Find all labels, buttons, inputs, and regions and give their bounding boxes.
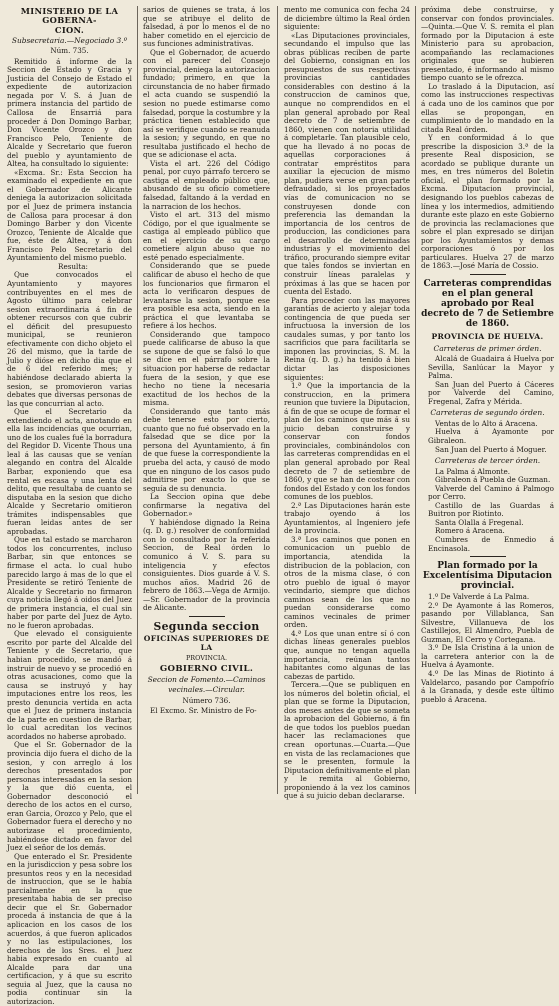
divider: [189, 616, 225, 617]
paragraph: Que elevado el consiguiente escrito por parte del Alcalde del Teniente y de Secretario, que habian procedido, se mandó á instruir de nuevo y se procedió en otras acusaciones, como que la causa se instruyó y hay imputaciones entre los reos, les presto denuncia vertida en acta que el Juez de primera instancia de la parte en cuestion de Barbar, lo cual acreditan los vecinos acordados no haberse aprobado.: [7, 629, 132, 741]
paragraph: «Las Diputaciones provinciales, secundando el impulso que las obras públicas reciben de parte del Gobierno, consignan en los presupuestos de sus respectivas provincias cantidades considerables con destino á la construccion de caminos que, aunque no comprendidos en el plan general aprobado por Real decreto de 7 de setiembre de 1860, vienen con notoria utilidad á completarle. Tan plausible celo, que ha llevado á no pocas de aquellas corporaciones á contratar empréstitos para auxiliar la ejecucion de mismo plan, pudiera verse en gran parte defraudado, si los proyectados vías de comunicacion no se construyesen donde con preferencia las demandan la importancia de los centros de produccion, las condiciones para el desarrollo de determinadas industrias y el movimiento del tráfico, procurando siempre evitar que tales fondos se inviertan en construir líneas paralelas y próximas á las que se hacen por cuenta del Estado.: [284, 30, 410, 297]
column-rule: [137, 6, 138, 794]
paragraph: Lo traslado á la Diputacion, así como las instrucciones respectivas á cada uno de los caminos que por ellas se propongan, en cumplimiento de lo mandado en la citada Real órden.: [421, 81, 554, 134]
paragraph: Resulta:: [58, 261, 88, 271]
paragraph: próxima debe construirse, y conservar con fondos provinciales.—Quinta.—Que V. S. remita el plan formado por la Diputacion á este Ministerio para su aprobacion, acompañando las reclamaciones originales que se hubieren presentado, é informando al mismo tiempo cuanto se le ofrezca.: [421, 5, 554, 83]
paragraph: 2.ª Las Diputaciones harán este trabajo oyendo á los Ayuntamientos, al Ingeniero jefe de la provincia.: [284, 500, 410, 536]
paragraph: Que enterado el Sr. Presidente en la jurisdiccion y pesa sobre los presuntos reos y en la necesidad de instruccion, que se le había parcialmente en la que presentaba habia de ser preciso decir que el Sr. Gobernador proceda á instancia de que á la aplicacion en los casos de los acuerdos, á que fueron aplicados y no las estipulaciones, los derechos de los Sres. el Juez habia expresado en cuanto al Alcalde para dar una certificacion, y á que su escrito seguia al Juez, que la causa no podia continuar sin la autorizacion.: [7, 851, 132, 1006]
paragraph: El Excmo. Sr. Ministro de Fo-: [150, 706, 257, 716]
paragraph: 1.ª Que la importancia de la construccion, en la primera reunion que tuviere la Diputacion, á fin de que se ocupe de formar el plan de los caminos que más á su juicio deban construirse y conservar con fondos provinciales, combinándolos con las carreteras comprendidas en el plan general aprobado por Real decreto de 7 de setiembre de 1860, y que se han de costear con fondos del Estado y con los fondos comunes de los pueblos.: [284, 381, 410, 502]
subsecretaria-line: Subsecretaria.—Negociado 3.º: [11, 35, 128, 45]
divider: [470, 274, 506, 275]
route-item: Alcalá de Guadaira á Huelva por Sevilla, Sanlúcar la Mayor y Palma.: [428, 354, 554, 381]
route-item: Gibraleon á Puebla de Guzman.: [435, 475, 551, 485]
route-item: Huelva á Ayamonte por Gibraleon.: [428, 427, 554, 445]
third-order-heading: Carreteras de tercer órden.: [434, 456, 541, 466]
paragraph: mento me comunica con fecha 24 de diciembre último la Real órden siguiente:: [284, 5, 410, 32]
route-item: Romero á Aracena.: [435, 526, 505, 536]
column-rule: [415, 6, 416, 794]
province-heading: PROVINCIA DE HUELVA.: [431, 331, 544, 341]
paragraph: La Seccion opina que debe confirmarse la negativa del Gobernador.»: [143, 492, 270, 519]
number-line: Núm. 735.: [50, 46, 89, 56]
paragraph: Que convocados el Ayuntamiento y mayores contribuyentes en el mes de Agosto último para celebrar sesion extraordinaria á fin de obtener recursos con que cubrir el déficit del presupuesto municipal, se reunieron efectivamente con dicho objeto el 26 del mismo, que la tarde de Julio y dióse en dicho dia que el de 6 del referido mes; y habiéndose declarado abierta la sesion, se promovieron varias debates que diversas personas de las que concurrian al acto.: [7, 270, 132, 408]
divider: [470, 556, 506, 557]
route-item: Valverde del Camino á Palmogo por Cerro.: [428, 483, 554, 502]
column-4: [421, 6, 554, 794]
office-heading: OFICINAS SUPERIORES DE LA: [143, 634, 270, 652]
paragraph: sarios de quienes se trata, á los que se atribuye el delito de falsedad, á por lo menos el de no haber cometido en el ejercicio de sus funciones administrativas.: [143, 5, 270, 49]
office-heading-gobierno: GOBIERNO CIVIL.: [159, 664, 254, 675]
paragraph: Que el Sr. Gobernador de la provincia dijo fuera el dicho de la sesion, y con arreglo á los derechos presentados por personas interesadas en la sesion y la que dió cuenta, el Gobernador desconoció el derecho de los actos en el curso, eran Garcia, Orozco y Pelo, que el Gobernador fuera el derecho y no autorizase el procedimiento, habiéndose dictado en favor del Juez el señor de los demás.: [7, 740, 132, 853]
route-item: Cumbres de Enmedio á Encinasola.: [428, 534, 554, 553]
paragraph: Que el Gobernador, de acuerdo con el parecer del Consejo provincial, deniega la autorizacion fundado; primero, en que la circunstancia de no haber firmado el acta cuando se suspendió la sesion no puede estimarse como falsedad, porque la costumbre y la práctica tienen establecido que así se verifique cuando se reanuda la sesion; y segundo, en que no resultaba justificado el hecho de que se adicionase el acta.: [143, 47, 270, 160]
plan-item: 2.º De Ayamonte á las Romeros, pasando por Villablanca, San Silvestre, Villanueva de los Castillejos, El Almendro, Puebla de Guzman, El Cerro y Cortegana.: [421, 600, 554, 644]
paragraph: Tercera.—Que se publiquen en los números del boletin oficial, el plan que se forme la Diputacion, dos meses antes de que se someta la aprobacion del Gobierno, á fin de que todos los pueblos puedan hacer las reclamaciones que crean oportunas.—Cuarta.—Que en vista de las reclamaciones que se le presenten, formule la Diputacion definitivamente el plan y le remita al Gobierno, proponiendo á la vez los caminos que á su juicio deban declararse.: [284, 680, 410, 801]
paragraph: Considerando que tanto más debe tenerse esto por cierto, cuanto que no fué observado en la falsedad que se dice por la persona del Ayuntamiento, á fin de que fuese la correspondiente la prueba del acta, y causó de modo que en ninguno de los casos pudo admitirse por exacto lo que se seguía de su denuncia.: [143, 406, 270, 493]
plan-item: 4.º De las Minas de Riotinto á Valdelarco, pasando por Campofrío á la Granada, y desde este último pueblo á Aracena.: [421, 669, 554, 704]
paragraph: Y habiéndose dignado la Reina (q. D. g.) resolver de conformidad con lo consultado por la referida Seccion, de Real órden lo comunico á V. S. para su inteligencia y efectos consiguientes. Dios guarde á V. S. muchos años. Madrid 26 de febrero de 1863.—Vega de Armijo.—Sr. Gobernador de la provincia de Alicante.: [143, 517, 270, 613]
column-3: [284, 5, 410, 801]
second-order-heading: Carreteras de segundo órden.: [430, 408, 545, 418]
paragraph: 3.ª Los caminos que ponen en comunicacion un pueblo de importancia, atendida la distribucion de la poblacion, con otros de la misma clase, ó con otro pueblo de igual ó mayor vecindario, siempre que dichos caminos sean de los que no puedan considerarse como caminos vecinales de primer orden.: [284, 534, 410, 630]
route-item: Santa Olalla á Fregenal.: [435, 517, 524, 527]
paragraph: 4.ª Los que unan entre sí ó con dichas líneas generales pueblos que, aunque no tengan aquella importancia, reúnan tantos habitantes como algunas de las cabezas de partido.: [284, 628, 410, 681]
route-item: Ventas de lo Alto á Aracena.: [435, 418, 538, 428]
column-2: [143, 6, 270, 794]
office-number: Número 736.: [182, 695, 231, 705]
paragraph: Considerando que se puede calificar de abuso el hecho de que los funcionarios que firmaron el acta lo verificaron despues de levantarse la sesion, porque ese era posible esa acta, siendo en la práctica el que levantaba se refiere á los hechos.: [143, 261, 270, 331]
column-rule: [277, 6, 278, 794]
plan-item: 1.º De Valverde á La Palma.: [428, 592, 530, 602]
route-item: San Juan del Puerto á Cáceres por Valverde del Camino, Fregenal, Zafra y Mérida.: [428, 379, 554, 406]
paragraph: «Excma. Sr.: Esta Seccion ha examinado el expediente en que el Gobernador de Alicante deniega la autorizacion solicitada por el Juez de primera instancia de Callosa para procesar á don Domingo Barber y don Vicente Orozco, Teniente de Alcalde que fue, éste de Altea, y á don Francisco Pelo Secretario del Ayuntamiento del mismo pueblo.: [7, 167, 132, 263]
route-item: La Palma á Almonte.: [435, 466, 511, 476]
column-1: [7, 6, 132, 1006]
office-section: Seccion de Fomento.—Caminos: [147, 674, 266, 684]
ministry-heading: MINISTERIO DE LA GOBERNA-: [20, 6, 119, 25]
plan-title: Carreteras comprendidas en el plan general aprobado por Real decreto de 7 de Setiembre de 1860.: [421, 278, 554, 329]
paragraph: Visto el art. 313 del mismo Código, por el que igualmente se castiga al empleado público que en el ejercicio de su cargo cometiere algun abuso que no esté penado especialmente.: [143, 210, 270, 262]
paragraph: Remitido á informe de la Seccion de Estado y Gracia y Justicia del Consejo de Estado el expediente de autorizacion negada por V. S. á Juan de primera instancia del partido de Callosa de Ensarriá para proceder á Don Domingo Barbar, Don Vicente Orozco y don Francisco Pelo, Teniente de Alcalde y Secretario que fueron del pueblo y ayuntamiento de Altea, ha consultado lo siguiente:: [7, 56, 132, 169]
route-item: Castillo de las Guardas á Buitron por Riotinto.: [428, 500, 554, 519]
paragraph: Para proceder con las mayores garantías de acierto y alejar toda contingencia de que pueda ser infructuosa la inversion de los caudales sumas, y por tanto los sacrificios que para facilitarla se imponen las provincias, S. M. la Reina (q. D. g.) ha tenido á bien dictar las disposiciones siguientes:: [284, 295, 410, 382]
route-item: San Juan del Puerto á Moguer.: [435, 444, 547, 454]
first-order-heading: Carreteras de primer órden.: [433, 343, 542, 353]
office-heading-province: PROVINCIA.: [185, 654, 228, 663]
section-title: Segunda seccion: [153, 619, 260, 633]
plan-item: 3.º De Isla Cristina á la union de la carretera anterior con la de Huelva á Ayamonte.: [421, 643, 554, 670]
ministry-heading-cont: CION.: [54, 25, 85, 36]
paragraph: Que el Secretario da extendiendo el acta, anotando en ella las incidencias que ocurrian, uno de los cuales fué la borradura del Regidor D. Vicente Thous una leal á las causas que se venían alegando en contra del Alcalde Barbar, exponiendo que esa rental es escasa y una lenta del delito, que resultaba de cuanto se disputaba en la sesion que dicho Alcalde y Secretario omitieron trámites indispensables que fueran leidas antes de ser aprobadas.: [7, 407, 132, 536]
paragraph: Considerando que tampoco puede calificarse de abuso la que se supone de que se falsó lo que se dice en el párrafo sobre la situacion por haberse de redactar fuera de la sesion, y que ese hecho no tiene la necesaria exactitud de los hechos de la misma.: [143, 329, 270, 408]
paragraph: Que en tal estado se marcharon todos los concurrentes, incluso Barbar, sin que entonces se firmase el acta. lo cual hubo parecido largo á mas de lo que el Presidente se retiró Teniente de Alcalde y Secretario no firmaron cuya noticia llegó á oidos del Juez de primera instancia, el cual sin haber por parte del Juez de Ayto. no le fueron aprobadas.: [7, 535, 132, 630]
paragraph: Y en conformidad á lo que prescribe la disposicion 3.ª de la presente Real disposicion, se acordado se publique durante un mes, en tres números del Boletin oficial, el plan formado por la Excma. Diputacion provincial, designando los pueblos cabezas de línea y los intermedios, admitiendo durante este plazo en este Gobierno de provincia las reclamaciones que sobre el plan expresado se dirijan por los Ayuntamientos y demas corporaciones ó por los particulares. Huelva 27 de marzo de 1863.—José María de Cossio.: [421, 133, 554, 271]
paragraph: Vista el art. 226 del Código penal, por cuyo párrafo tercero se castiga el empleado público que, abusando de su oficio cometiere falsedad, faltando á la verdad en la narracion de los hechos.: [143, 158, 270, 211]
office-section-cont: vecinales.—Circular.: [168, 685, 245, 695]
plan2-title: Plan formado por la Excelentísima Diputacion provincial.: [422, 561, 553, 592]
